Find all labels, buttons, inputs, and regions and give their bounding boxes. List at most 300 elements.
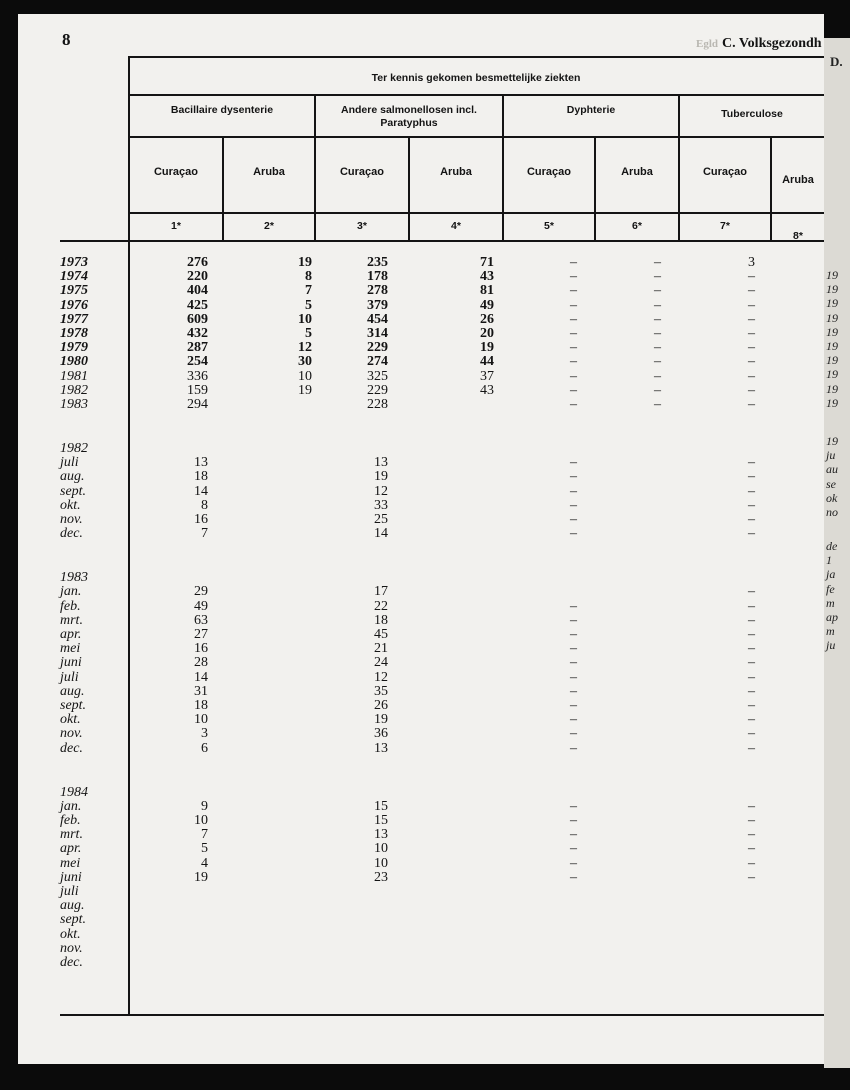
cell-col-3: 228 [367, 397, 388, 412]
cell-col-1: 16 [194, 512, 208, 528]
cell-col-6: – [654, 255, 661, 270]
subgroup-rule [128, 136, 824, 138]
table-row [18, 871, 824, 885]
cell-col-7: – [748, 641, 755, 657]
row-label: aug. [60, 898, 85, 914]
cell-col-5: – [570, 354, 577, 370]
cell-col-6: – [654, 283, 661, 299]
document-page [18, 14, 824, 1064]
col-rule-7 [770, 136, 772, 242]
cell-col-3: 26 [374, 698, 388, 714]
cell-col-7: – [748, 397, 755, 412]
next-page-year: 19 [826, 367, 838, 382]
cell-col-5: – [570, 740, 577, 756]
table-row [18, 284, 824, 298]
cell-col-2: 8 [305, 269, 312, 285]
cell-col-4: 26 [480, 311, 494, 327]
cell-col-2: 5 [305, 326, 312, 341]
cell-col-1: 425 [187, 297, 208, 313]
cell-col-2: 30 [298, 354, 312, 370]
table-row [18, 814, 824, 828]
cell-col-3: 12 [374, 669, 388, 685]
cell-col-6: – [654, 382, 661, 398]
table-row [18, 885, 824, 899]
next-page-letter: D. [830, 54, 843, 69]
row-label: 1983 [60, 570, 88, 586]
next-page-year: 19 [826, 324, 838, 339]
cell-col-4: 43 [480, 382, 494, 398]
table-row [18, 499, 824, 513]
cell-col-7: – [748, 497, 755, 513]
row-label: 1975 [60, 283, 88, 299]
cell-col-3: 19 [374, 469, 388, 485]
cell-col-7: – [748, 698, 755, 714]
cell-col-7: – [748, 669, 755, 685]
col-number-8: 8* [793, 230, 803, 242]
cell-col-5: – [570, 283, 577, 299]
cell-col-7: – [748, 368, 755, 384]
cell-col-3: 25 [374, 512, 388, 528]
next-page-year: 19 [826, 296, 838, 311]
col-number-1: 1* [171, 220, 181, 232]
cell-col-2: 19 [298, 382, 312, 398]
cell-col-5: – [570, 855, 577, 871]
cell-col-5: – [570, 455, 577, 471]
cell-col-3: 13 [374, 740, 388, 756]
row-label: 1979 [60, 340, 88, 356]
cell-col-2: 10 [298, 368, 312, 384]
cell-col-7: – [748, 283, 755, 299]
row-label: 1982 [60, 441, 88, 457]
cell-col-1: 4 [201, 855, 208, 871]
row-label: okt. [60, 712, 81, 728]
next-page-year: 19 [826, 282, 838, 297]
cell-col-3: 15 [374, 798, 388, 814]
cell-col-7: – [748, 269, 755, 285]
cell-col-5: – [570, 669, 577, 685]
next-page-month: au [826, 462, 838, 477]
cell-col-1: 7 [201, 526, 208, 542]
row-label: 1978 [60, 326, 88, 341]
col-header-7: Curaçao [702, 166, 748, 178]
cell-col-5: – [570, 368, 577, 384]
next-page-month: 1 [826, 553, 832, 568]
cell-col-7: – [748, 869, 755, 885]
row-label: 1982 [60, 382, 88, 398]
cell-col-3: 10 [374, 841, 388, 857]
cell-col-7: – [748, 855, 755, 871]
table-row [18, 614, 824, 628]
cell-col-7: – [748, 712, 755, 728]
cell-col-6: – [654, 297, 661, 313]
row-label: 1974 [60, 269, 88, 285]
row-label: juni [60, 655, 82, 671]
cell-col-7: – [748, 340, 755, 356]
cell-col-5: – [570, 469, 577, 485]
next-page-year: 19 [826, 353, 838, 368]
row-label: 1984 [60, 784, 88, 800]
row-label: 1983 [60, 397, 88, 412]
col-header-8: Aruba [782, 174, 814, 186]
row-label: 1973 [60, 255, 88, 270]
cell-col-4: 37 [480, 368, 494, 384]
cell-col-7: – [748, 841, 755, 857]
cell-col-4: 81 [480, 283, 494, 299]
cell-col-3: 278 [367, 283, 388, 299]
row-label: 1977 [60, 311, 88, 327]
cell-col-3: 24 [374, 655, 388, 671]
table-row [18, 470, 824, 484]
next-page-year: 19 [826, 395, 838, 410]
cell-col-1: 5 [201, 841, 208, 857]
cell-col-5: – [570, 512, 577, 528]
cell-col-7: – [748, 726, 755, 742]
cell-col-1: 14 [194, 669, 208, 685]
table-row [18, 828, 824, 842]
cell-col-1: 276 [187, 255, 208, 270]
cell-col-5: – [570, 497, 577, 513]
row-label: nov. [60, 940, 83, 956]
group-header-3: Dyphterie [566, 104, 616, 116]
table-row [18, 571, 824, 585]
row-label: apr. [60, 841, 82, 857]
row-label: feb. [60, 598, 81, 614]
table-row [18, 842, 824, 856]
cell-col-5: – [570, 712, 577, 728]
table-row [18, 270, 824, 284]
next-page-month: fe [826, 581, 835, 596]
chapter-ghost-text: Egld [696, 38, 719, 50]
table-row [18, 713, 824, 727]
cell-col-7: – [748, 740, 755, 756]
cell-col-6: – [654, 311, 661, 327]
cell-col-4: 43 [480, 269, 494, 285]
cell-col-1: 7 [201, 827, 208, 843]
cell-col-3: 35 [374, 683, 388, 699]
table-row [18, 442, 824, 456]
table-row [18, 857, 824, 871]
cell-col-2: 7 [305, 283, 312, 299]
col-number-5: 5* [544, 220, 554, 232]
cell-col-2: 12 [298, 340, 312, 356]
cell-col-7: – [748, 512, 755, 528]
cell-col-1: 13 [194, 455, 208, 471]
group-rule [128, 94, 824, 96]
group-header-1: Bacillaire dysenterie [170, 104, 274, 116]
cell-col-1: 10 [194, 712, 208, 728]
group-header-4: Tuberculose [721, 108, 783, 120]
row-label: 1980 [60, 354, 88, 370]
row-label: nov. [60, 726, 83, 742]
table-row [18, 313, 824, 327]
cell-col-6: – [654, 397, 661, 412]
cell-col-5: – [570, 841, 577, 857]
next-page-month: ju [826, 638, 836, 653]
cell-col-1: 28 [194, 655, 208, 671]
cell-col-3: 36 [374, 726, 388, 742]
cell-col-3: 379 [367, 297, 388, 313]
row-label: dec. [60, 955, 83, 971]
table-row [18, 899, 824, 913]
cell-col-1: 3 [201, 726, 208, 742]
col-header-3: Curaçao [339, 166, 385, 178]
cell-col-1: 18 [194, 698, 208, 714]
cell-col-3: 325 [367, 368, 388, 384]
chapter-title: C. Volksgezondh [722, 36, 822, 51]
cell-col-2: 10 [298, 311, 312, 327]
cell-col-3: 13 [374, 455, 388, 471]
cell-col-5: – [570, 326, 577, 341]
col-header-2: Aruba [253, 166, 285, 178]
cell-col-5: – [570, 612, 577, 628]
table-row [18, 685, 824, 699]
cell-col-1: 31 [194, 683, 208, 699]
cell-col-5: – [570, 683, 577, 699]
cell-col-7: – [748, 683, 755, 699]
row-label: okt. [60, 497, 81, 513]
cell-col-3: 19 [374, 712, 388, 728]
cell-col-3: 235 [367, 255, 388, 270]
chapter-heading [696, 36, 822, 52]
row-label: jan. [60, 584, 82, 600]
row-label: 1976 [60, 297, 88, 313]
cell-col-1: 14 [194, 483, 208, 499]
table-row [18, 786, 824, 800]
cell-col-7: – [748, 584, 755, 600]
cell-col-7: – [748, 598, 755, 614]
table-row [18, 355, 824, 369]
cell-col-5: – [570, 813, 577, 829]
cell-col-5: – [570, 397, 577, 412]
next-page-edge [824, 38, 850, 1068]
cell-col-5: – [570, 483, 577, 499]
next-page-year: 19 [826, 381, 838, 396]
cell-col-1: 404 [187, 283, 208, 299]
row-label: jan. [60, 798, 82, 814]
col-header-4: Aruba [440, 166, 472, 178]
table-row [18, 513, 824, 527]
row-label: feb. [60, 813, 81, 829]
cell-col-3: 229 [367, 382, 388, 398]
row-label: juli [60, 884, 79, 900]
table-row [18, 370, 824, 384]
col-number-6: 6* [632, 220, 642, 232]
cell-col-7: – [748, 483, 755, 499]
col-number-3: 3* [357, 220, 367, 232]
cell-col-3: 22 [374, 598, 388, 614]
cell-col-1: 159 [187, 382, 208, 398]
cell-col-5: – [570, 869, 577, 885]
table-row [18, 742, 824, 756]
cell-col-3: 21 [374, 641, 388, 657]
cell-col-1: 432 [187, 326, 208, 341]
row-label: mrt. [60, 827, 83, 843]
row-label: juni [60, 869, 82, 885]
cell-col-3: 314 [367, 326, 388, 341]
cell-col-3: 229 [367, 340, 388, 356]
cell-col-7: – [748, 612, 755, 628]
cell-col-1: 9 [201, 798, 208, 814]
table-top-rule [128, 56, 824, 58]
table-row [18, 727, 824, 741]
col-header-1: Curaçao [153, 166, 199, 178]
page-number: 8 [62, 30, 71, 49]
cell-col-3: 18 [374, 612, 388, 628]
col-number-4: 4* [451, 220, 461, 232]
cell-col-1: 63 [194, 612, 208, 628]
cell-col-7: – [748, 827, 755, 843]
table-row [18, 642, 824, 656]
cell-col-7: – [748, 655, 755, 671]
group-header-2: Andere salmonellosen incl. Paratyphus [341, 104, 477, 129]
cell-col-3: 178 [367, 269, 388, 285]
cell-col-3: 33 [374, 497, 388, 513]
cell-col-1: 609 [187, 311, 208, 327]
next-page-month: ju [826, 448, 836, 463]
table-row [18, 671, 824, 685]
row-label: mrt. [60, 612, 83, 628]
cell-col-5: – [570, 641, 577, 657]
cell-col-4: 44 [480, 354, 494, 370]
cell-col-3: 12 [374, 483, 388, 499]
cell-col-7: – [748, 455, 755, 471]
cell-col-6: – [654, 269, 661, 285]
next-page-month: ok [826, 490, 838, 505]
cell-col-5: – [570, 827, 577, 843]
row-label: dec. [60, 740, 83, 756]
cell-col-4: 49 [480, 297, 494, 313]
col-number-2: 2* [264, 220, 274, 232]
table-row [18, 485, 824, 499]
next-page-month: 19 [826, 434, 838, 448]
row-label: nov. [60, 512, 83, 528]
cell-col-5: – [570, 655, 577, 671]
cell-col-1: 27 [194, 627, 208, 643]
cell-col-1: 6 [201, 740, 208, 756]
cell-col-1: 336 [187, 368, 208, 384]
cell-col-1: 254 [187, 354, 208, 370]
cell-col-1: 294 [187, 397, 208, 412]
cell-col-5: – [570, 255, 577, 270]
cell-col-3: 23 [374, 869, 388, 885]
cell-col-6: – [654, 326, 661, 341]
col-header-5: Curaçao [526, 166, 572, 178]
cell-col-5: – [570, 297, 577, 313]
cell-col-7: – [748, 354, 755, 370]
cell-col-5: – [570, 340, 577, 356]
cell-col-7: – [748, 526, 755, 542]
header-bottom-rule [60, 240, 824, 242]
row-label: sept. [60, 912, 87, 928]
row-label: 1981 [60, 368, 88, 384]
cell-col-4: 71 [480, 255, 494, 270]
next-page-month: m [826, 624, 835, 639]
cell-col-6: – [654, 340, 661, 356]
row-label: mei [60, 855, 81, 871]
row-label: aug. [60, 469, 85, 485]
cell-col-5: – [570, 698, 577, 714]
row-label: apr. [60, 627, 82, 643]
cell-col-3: 13 [374, 827, 388, 843]
table-row [18, 956, 824, 970]
table-row [18, 942, 824, 956]
cell-col-2: 19 [298, 255, 312, 270]
cell-col-1: 8 [201, 497, 208, 513]
next-page-month: ap [826, 610, 838, 624]
cell-col-5: – [570, 627, 577, 643]
table-row [18, 656, 824, 670]
table-row [18, 456, 824, 470]
table-row [18, 600, 824, 614]
next-page-month: m [826, 595, 835, 610]
cell-col-1: 287 [187, 340, 208, 356]
cell-col-1: 29 [194, 584, 208, 600]
cell-col-7: – [748, 813, 755, 829]
cell-col-7: – [748, 326, 755, 341]
col-number-7: 7* [720, 220, 730, 232]
next-page-month: de [826, 539, 838, 553]
table-row [18, 256, 824, 270]
cell-col-3: 454 [367, 311, 388, 327]
cell-col-7: – [748, 469, 755, 485]
table-row [18, 585, 824, 599]
next-page-year: 19 [826, 310, 838, 325]
cell-col-3: 15 [374, 813, 388, 829]
row-label: okt. [60, 926, 81, 942]
cell-col-7: – [748, 627, 755, 643]
next-page-month: no [826, 505, 838, 519]
cell-col-3: 274 [367, 354, 388, 370]
cell-col-3: 45 [374, 627, 388, 643]
cell-col-3: 10 [374, 855, 388, 871]
colnum-rule [128, 212, 824, 214]
cell-col-1: 220 [187, 269, 208, 285]
next-page-year: 19 [826, 268, 838, 282]
table-row [18, 327, 824, 341]
cell-col-5: – [570, 726, 577, 742]
cell-col-3: 17 [374, 584, 388, 600]
table-row [18, 800, 824, 814]
col-header-6: Aruba [621, 166, 653, 178]
table-title: Ter kennis gekomen besmettelijke ziekten [371, 72, 581, 84]
row-label: mei [60, 641, 81, 657]
cell-col-1: 10 [194, 813, 208, 829]
cell-col-4: 19 [480, 340, 494, 356]
table-bottom-rule [60, 1014, 824, 1016]
cell-col-5: – [570, 526, 577, 542]
row-label: juli [60, 669, 79, 685]
cell-col-5: – [570, 382, 577, 398]
cell-col-5: – [570, 269, 577, 285]
next-page-month: ja [826, 567, 836, 582]
cell-col-5: – [570, 598, 577, 614]
cell-col-7: – [748, 297, 755, 313]
cell-col-3: 14 [374, 526, 388, 542]
cell-col-1: 16 [194, 641, 208, 657]
cell-col-5: – [570, 798, 577, 814]
cell-col-1: 19 [194, 869, 208, 885]
row-label: sept. [60, 698, 87, 714]
cell-col-7: – [748, 798, 755, 814]
table-row [18, 928, 824, 942]
cell-col-2: 5 [305, 297, 312, 313]
table-row [18, 299, 824, 313]
row-label: aug. [60, 683, 85, 699]
table-row [18, 628, 824, 642]
table-row [18, 384, 824, 398]
cell-col-6: – [654, 354, 661, 370]
table-row [18, 699, 824, 713]
